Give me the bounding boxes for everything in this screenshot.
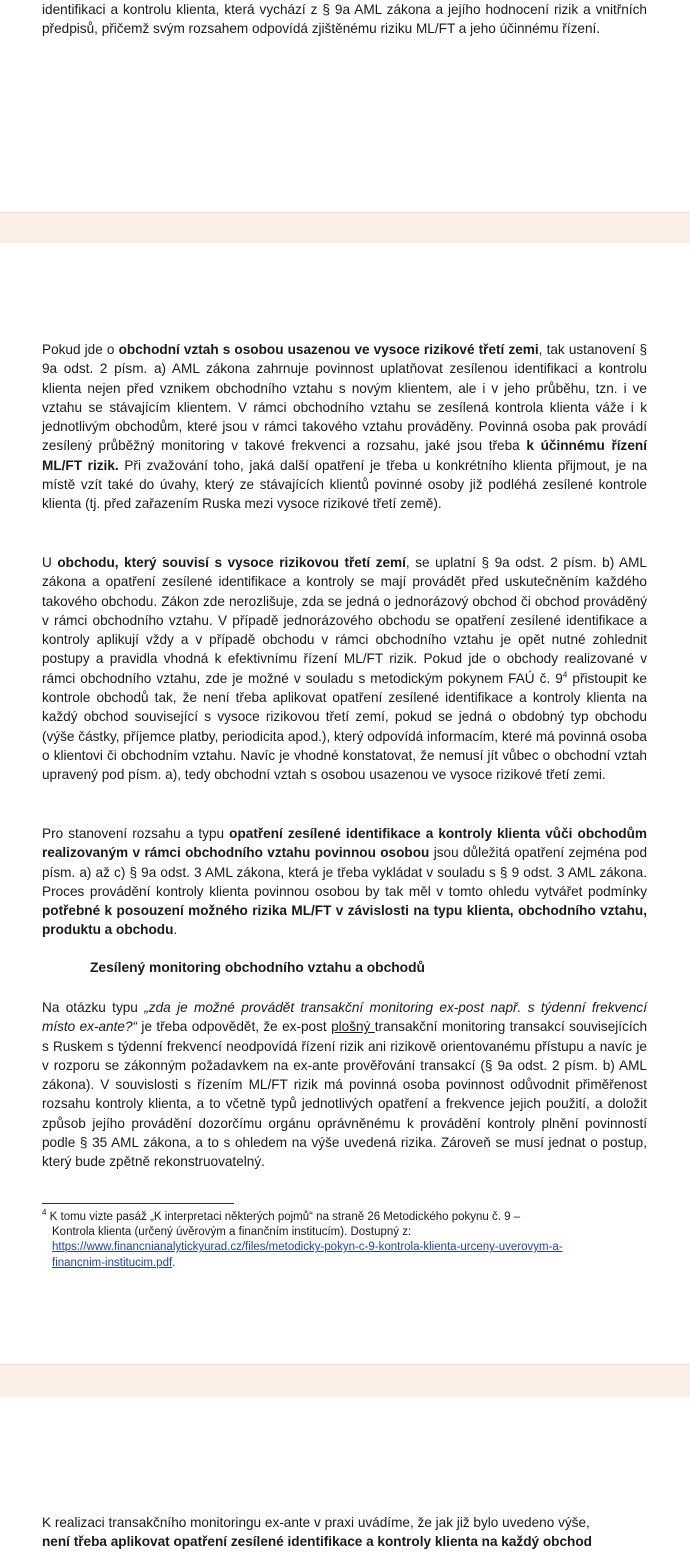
footnote: $^4$ K tomu vizte pasáž „K interpretaci některých pojmů“ na straně 26 Metodického pokynu č. 9 – Kontrola klienta (určený úvěrovým a finančním institucím). Dostupný z: https://www.financnianalytickyurad.cz/files/metodicky-pokyn-c-9-kontrola-klienta-urceny-uverovym-a- financnim-institucim.pdf.: [42, 1208, 563, 1269]
paragraph-monitoring: Na otázku typu „zda je možné provádět transakční monitoring ex-post např. s týdenní frekvencí místo ex-ante?“ je třeba odpovědět, že ex-post plošný transakční monitoring transakcí souvisejících s Ruskem s týdenní frekvencí neodpovídá řízení rizik ani rizikově orientovanému přístupu a navíc je v rozporu se zákonným požadavkem na ex-ante prověřování transakcí (§ 9a odst. 2 písm. b) AML zákona). V souvislosti s řízením ML/FT rizik má povinná osoba povinnost odůvodnit přiměřenost rozsahu kontroly klienta, a to včetně typů jednotlivých opatření a frekvence jejich použití, a doložit způsob jejího provádění dozorčímu orgánu oprávněnému k provádění kontroly plnění povinností podle § 35 AML zákona, a to s ohledem na výše uvedená rizika. Zároveň se musí jednat o postup, který bude zpětně rekonstruovatelný.: [42, 1000, 648, 1170]
paragraph-scope: Pro stanovení rozsahu a typu opatření zesílené identifikace a kontroly klienta vůči obchodům realizovaným v rámci obchodního vztahu povinnou osobou jsou důležitá opatření zejména pod písm. a) až c) § 9a odst. 3 AML zákona, která je třeba vykládat v souladu s § 9 odst. 3 AML zákona. Proces provádění kontroly klienta povinnou osobou by tak měl v tomto ohledu vytvářet podmínky potřebné k posouzení možného rizika ML/FT v závislosti na typu klienta, obchodního vztahu, produktu a obchodu.: [42, 826, 648, 938]
page-gap: [0, 1364, 690, 1398]
paragraph-transaction: U obchodu, který souvisí s vysoce rizikovou třetí zemí, se uplatní § 9a odst. 2 písm. b) AML zákona a opatření zesílené identifikace a kontroly se mají provádět před uskutečněním každého takového obchodu. Zákon zde nerozlišuje, zda se jedná o jednorázový obchod či obchod prováděný v rámci obchodního vztahu. V případě jednorázového obchodu se opatření zesílené identifikace a kontroly aplikují vždy a v případě obchodu v rámci obchodního vztahu je opět nutné zohlednit postupy a pravidla vhodná k efektivnímu řízení ML/FT rizik. Pokud jde o obchody realizované v rámci obchodního vztahu, zde je možné v souladu s metodickým pokynem FAÚ č. $9^4$ přistoupit ke kontrole obchodů tak, že není třeba aplikovat opatření zesílené identifikace a kontroly klienta na každý obchod související s vysoce rizikovou třetí zemí, pokud se jedná o obdobný typ obchodu (výše částky, příjemce platby, periodicita apod.), který odpovídá informacím, které má povinná osoba o klientovi či obchodním vztahu. Navíc je vhodné konstatovat, že nemusí jít vůbec o obchodní vztah upravený pod písm. a), tedy obchodní vztah s osobou usazenou ve vysoce rizikové třetí zemi.: [42, 555, 647, 783]
footnote-link[interactable]: https://www.financnianalytickyurad.cz/files/metodicky-pokyn-c-9-kontrola-klienta-urceny-uverovym-a- financnim-institucim.pdf: [52, 1241, 563, 1269]
page-gap: [0, 212, 690, 244]
page-1: [0, 0, 690, 212]
paragraph-intro-end: identifikaci a kontrolu klienta, která vychází z § 9a AML zákona a jejího hodnocení rizik a vnitřních předpisů, přičemž svým rozsahem odpovídá zjištěnému riziku ML/FT a jeho účinnému řízení.: [42, 2, 647, 37]
footnote-ref[interactable]: 4: [562, 670, 568, 680]
paragraph-page3: K realizaci transakčního monitoringu ex-ante v praxi uvádíme, že jak již bylo uvedeno výše, není třeba aplikovat opatření zesílené identifikace a kontroly klienta na každý obchod: [42, 1515, 592, 1550]
paragraph-business-relationship: Pokud jde o obchodní vztah s osobou usazenou ve vysoce rizikové třetí zemi, tak ustanovení § 9a odst. 2 písm. a) AML zákona zahrnuje povinnost uplatňovat zesílenou identifikaci a kontrolu klienta nejen před vznikem obchodního vztahu s novým klientem, ale i v jeho průběhu, tzn. i ve vztahu se stávajícím klientem. V rámci obchodního vztahu se zesílená kontrola klienta váže i k jednotlivým obchodům, které jsou v rámci takového vztahu prováděny. Povinná osoba pak provádí zesílený průběžný monitoring v takové frekvenci a rozsahu, jaké jsou třeba k účinnému řízení ML/FT rizik. Při zvažování toho, jaká další opatření je třeba u konkrétního klienta přijmout, je na místě vzít také do úvahy, který ze stávajících klientů povinné osoby již podléhá zesílené kontrole klienta (tj. před zařazením Ruska mezi vysoce rizikové třetí země).: [42, 342, 648, 512]
footnote-divider: [42, 1203, 234, 1204]
section-heading: Zesílený monitoring obchodního vztahu a obchodů: [90, 960, 425, 975]
